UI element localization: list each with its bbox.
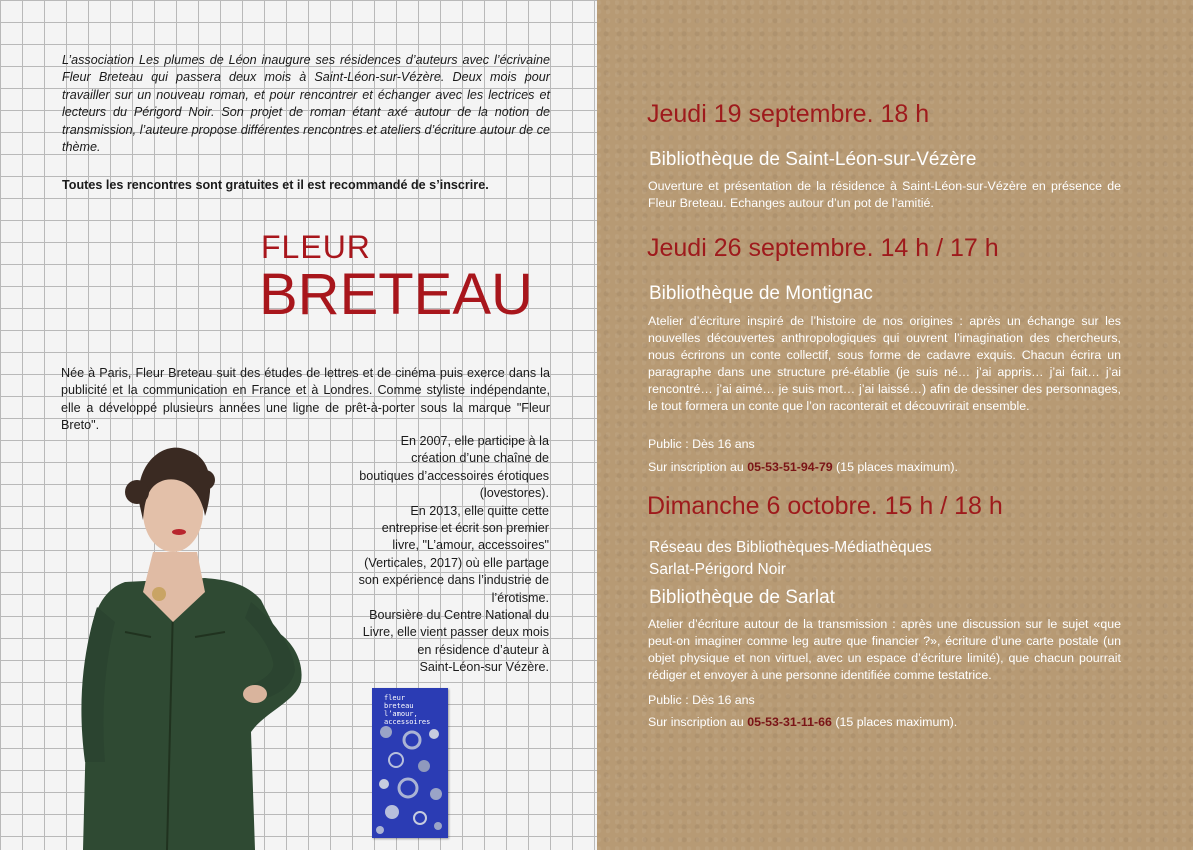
- event-2-venue: Bibliothèque de Montignac: [649, 283, 873, 304]
- author-portrait: [55, 432, 315, 850]
- event-3-phone[interactable]: 05-53-31-11-66: [747, 715, 832, 729]
- event-1-date: Jeudi 19 septembre. 18 h: [647, 100, 930, 128]
- event-2-description: Atelier d’écriture inspiré de l’histoire de nos origines : après un échange sur les nouvelles découvertes anthropologiques qui ouvrent l’imagination des chercheurs, nous écrirons un conte collectif, sous forme de cadavre exquis. Chacun écrira un paragraphe dans une structure pré-établie (je suis né… j’ai appris… j’ai fait… j’ai rencontré… j’ai aimé… je suis mort… j’ai laissé…) afin de dessiner des personnages, le tout formera un conte que l’on raconterait et découvrirait ensemble.: [648, 314, 1121, 413]
- event-2-inscription: Sur inscription au 05-53-51-94-79 (15 places maximum).: [648, 460, 958, 474]
- intro-free-note: Toutes les rencontres sont gratuites et il est recommandé de s’inscrire.: [62, 178, 489, 192]
- event-3-network-line1: Réseau des Bibliothèques-Médiathèques: [649, 539, 932, 556]
- event-1-description: Ouverture et présentation de la résidence à Saint-Léon-sur-Vézère en présence de Fleur Breteau. Echanges autour d’un pot de l’amitié.: [648, 179, 1121, 210]
- right-panel: [597, 0, 1193, 850]
- event-1-venue: Bibliothèque de Saint-Léon-sur-Vézère: [649, 149, 977, 170]
- event-2-date: Jeudi 26 septembre. 14 h / 17 h: [647, 234, 999, 262]
- bio-paragraph-1: Née à Paris, Fleur Breteau suit des études de lettres et de cinéma puis exerce dans la publicité et la communication en France et à Londres. Comme styliste indépendante, elle a développé plusieurs années une ligne de prêt-à-porter sous la marque "Fleur Breto".: [61, 366, 550, 433]
- event-3-network-line2: Sarlat-Périgord Noir: [649, 561, 786, 578]
- event-2-phone[interactable]: 05-53-51-94-79: [747, 460, 833, 474]
- event-3-venue: Bibliothèque de Sarlat: [649, 587, 835, 608]
- event-3-inscription: Sur inscription au 05-53-31-11-66 (15 places maximum).: [648, 715, 958, 729]
- event-3-description: Atelier d’écriture autour de la transmission : après une discussion sur le sujet «que peut-on imaginer comme leg autre que financier ?», écriture d’une carte postale (un objet physique et non virtuel, avec un espace d’écriture limité), que chacun pourrait rédiger et envoyer à une personne identifiée comme testatrice.: [648, 617, 1121, 682]
- event-3-public: Public : Dès 16 ans: [648, 693, 755, 707]
- book-cover-title: fleur breteau l’amour, accessoires: [384, 694, 431, 726]
- event-3-date: Dimanche 6 octobre. 15 h / 18 h: [647, 492, 1003, 520]
- book-cover: [372, 688, 448, 838]
- author-first-name: FLEUR: [261, 229, 371, 265]
- author-last-name: BRETEAU: [259, 262, 533, 327]
- bio-paragraph-2: En 2007, elle participe à la création d’une chaîne de boutiques d’accessoires érotiques (lovestores). En 2013, elle quitte cette entreprise et écrit son premier livre, "L’amour, accessoires" (Verticales, 2017) où elle partage son expérience dans l’industrie de l’érotisme. Boursière du Centre National du Livre, elle vient passer deux mois en résidence d’auteur à Saint-Léon-sur Vézère.: [358, 434, 549, 675]
- book-cover-artwork: [372, 722, 448, 838]
- event-2-public: Public : Dès 16 ans: [648, 437, 755, 451]
- intro-paragraph: L’association Les plumes de Léon inaugure ses résidences d’auteurs avec l’écrivaine Fleur Breteau qui passera deux mois à Saint-Léon-sur-Vézère. Deux mois pour travailler sur un nouveau roman, et pour rencontrer et échanger avec les lectrices et lecteurs du Périgord Noir. Son projet de roman étant axé autour de la notion de transmission, l’auteure propose différentes rencontres et ateliers d’écriture autour de ce thème.: [62, 53, 550, 155]
